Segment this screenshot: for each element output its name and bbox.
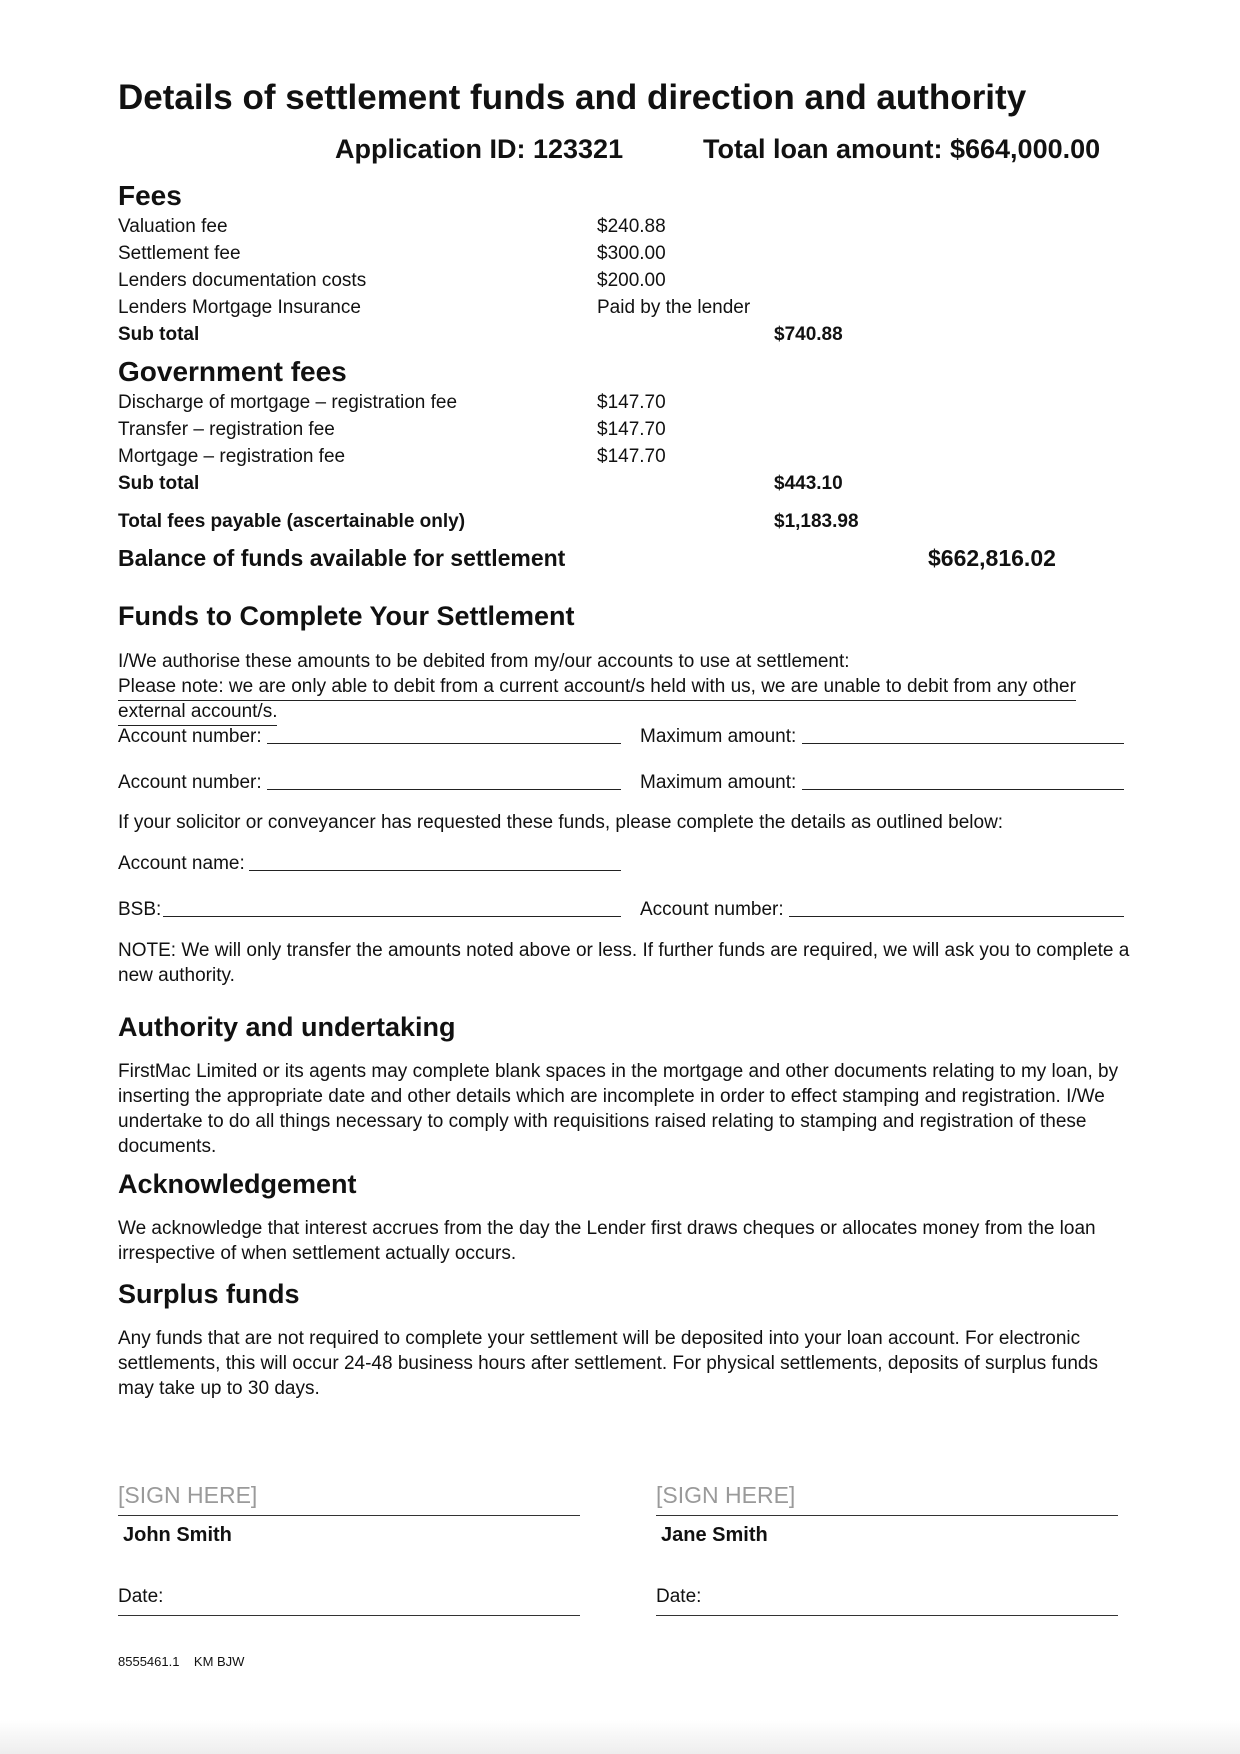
date-label: Date: bbox=[656, 1586, 702, 1607]
surplus-text: Any funds that are not required to complete your settlement will be deposited into your loan account. For electronic settlements, this will occur 24-48 business hours after settlement. For physical settlements, deposits of surplus funds may take up to 30 days. bbox=[118, 1328, 1099, 1399]
account-number-field[interactable] bbox=[789, 916, 1124, 917]
government-fees-heading: Government fees bbox=[118, 356, 347, 387]
gov-fee-amount: $147.70 bbox=[597, 392, 666, 413]
fee-label: Settlement fee bbox=[118, 243, 241, 264]
acknowledgement-heading: Acknowledgement bbox=[118, 1169, 357, 1199]
note-line-2: external account/s. bbox=[118, 701, 277, 726]
account-name-label: Account name: bbox=[118, 853, 245, 874]
application-id: Application ID: 123321 bbox=[335, 134, 624, 164]
account-number-label: Account number: bbox=[118, 772, 262, 793]
fee-amount: $200.00 bbox=[597, 270, 666, 291]
fees-subtotal-label: Sub total bbox=[118, 324, 200, 345]
fee-amount: Paid by the lender bbox=[597, 297, 751, 318]
fee-label: Lenders documentation costs bbox=[118, 270, 367, 291]
funds-heading: Funds to Complete Your Settlement bbox=[118, 601, 575, 631]
acknowledgement-text: We acknowledge that interest accrues from the day the Lender first draws cheques or allocates money from the loan irrespective of when settlement actually occurs. bbox=[118, 1218, 1096, 1264]
date-label: Date: bbox=[118, 1586, 164, 1607]
total-fees-label: Total fees payable (ascertainable only) bbox=[118, 511, 466, 532]
page-bottom-shadow bbox=[0, 1720, 1240, 1754]
note-transfer-text: NOTE: We will only transfer the amounts noted above or less. If further funds are required, we will ask you to complete a new authority. bbox=[118, 940, 1130, 986]
gov-fee-label: Discharge of mortgage – registration fee bbox=[118, 392, 458, 413]
fees-subtotal-value: $740.88 bbox=[774, 324, 843, 345]
maximum-amount-label: Maximum amount: bbox=[640, 726, 797, 747]
document-reference: 8555461.1 KM BJW bbox=[118, 1654, 245, 1669]
signature-line bbox=[656, 1515, 1118, 1516]
maximum-amount-field[interactable] bbox=[802, 789, 1124, 790]
balance-label: Balance of funds available for settlement bbox=[118, 545, 566, 571]
solicitor-text: If your solicitor or conveyancer has requested these funds, please complete the details as outlined below: bbox=[118, 812, 1004, 833]
fees-heading: Fees bbox=[118, 180, 182, 211]
gov-fees-subtotal-value: $443.10 bbox=[774, 473, 843, 494]
signer-name: Jane Smith bbox=[661, 1524, 768, 1546]
account-name-field[interactable] bbox=[249, 870, 621, 871]
signer-name: John Smith bbox=[123, 1524, 232, 1546]
gov-fees-subtotal-label: Sub total bbox=[118, 473, 200, 494]
sign-here-placeholder[interactable]: [SIGN HERE] bbox=[118, 1482, 258, 1508]
gov-fee-amount: $147.70 bbox=[597, 419, 666, 440]
authority-heading: Authority and undertaking bbox=[118, 1012, 456, 1042]
balance-value: $662,816.02 bbox=[928, 545, 1056, 571]
surplus-heading: Surplus funds bbox=[118, 1279, 300, 1309]
authorise-text: I/We authorise these amounts to be debited from my/our accounts to use at settlement: bbox=[118, 651, 850, 672]
account-number-field[interactable] bbox=[267, 789, 621, 790]
maximum-amount-label: Maximum amount: bbox=[640, 772, 797, 793]
account-number-label: Account number: bbox=[640, 899, 784, 920]
bsb-field[interactable] bbox=[163, 916, 621, 917]
fee-label: Valuation fee bbox=[118, 216, 228, 237]
gov-fee-label: Mortgage – registration fee bbox=[118, 446, 346, 467]
signature-line bbox=[118, 1515, 580, 1516]
date-line[interactable] bbox=[656, 1615, 1118, 1616]
fee-amount: $300.00 bbox=[597, 243, 666, 264]
fee-amount: $240.88 bbox=[597, 216, 666, 237]
gov-fee-label: Transfer – registration fee bbox=[118, 419, 335, 440]
authority-text: FirstMac Limited or its agents may complete blank spaces in the mortgage and other documents relating to my loan, by inserting the appropriate date and other details which are incomplete in order to effect stamping and registration. I/We undertake to do all things necessary to comply with requisitions raised relating to stamping and registration of these documents. bbox=[118, 1061, 1119, 1157]
account-number-field[interactable] bbox=[267, 743, 621, 744]
total-loan-amount: Total loan amount: $664,000.00 bbox=[703, 134, 1101, 164]
total-fees-value: $1,183.98 bbox=[774, 511, 859, 532]
account-number-label: Account number: bbox=[118, 726, 262, 747]
fee-label: Lenders Mortgage Insurance bbox=[118, 297, 361, 318]
bsb-label: BSB: bbox=[118, 899, 162, 920]
note-line-1: Please note: we are only able to debit from a current account/s held with us, we are unable to debit from any other bbox=[118, 676, 1076, 701]
maximum-amount-field[interactable] bbox=[802, 743, 1124, 744]
document-title: Details of settlement funds and direction and authority bbox=[118, 78, 1027, 117]
gov-fee-amount: $147.70 bbox=[597, 446, 666, 467]
sign-here-placeholder[interactable]: [SIGN HERE] bbox=[656, 1482, 796, 1508]
date-line[interactable] bbox=[118, 1615, 580, 1616]
